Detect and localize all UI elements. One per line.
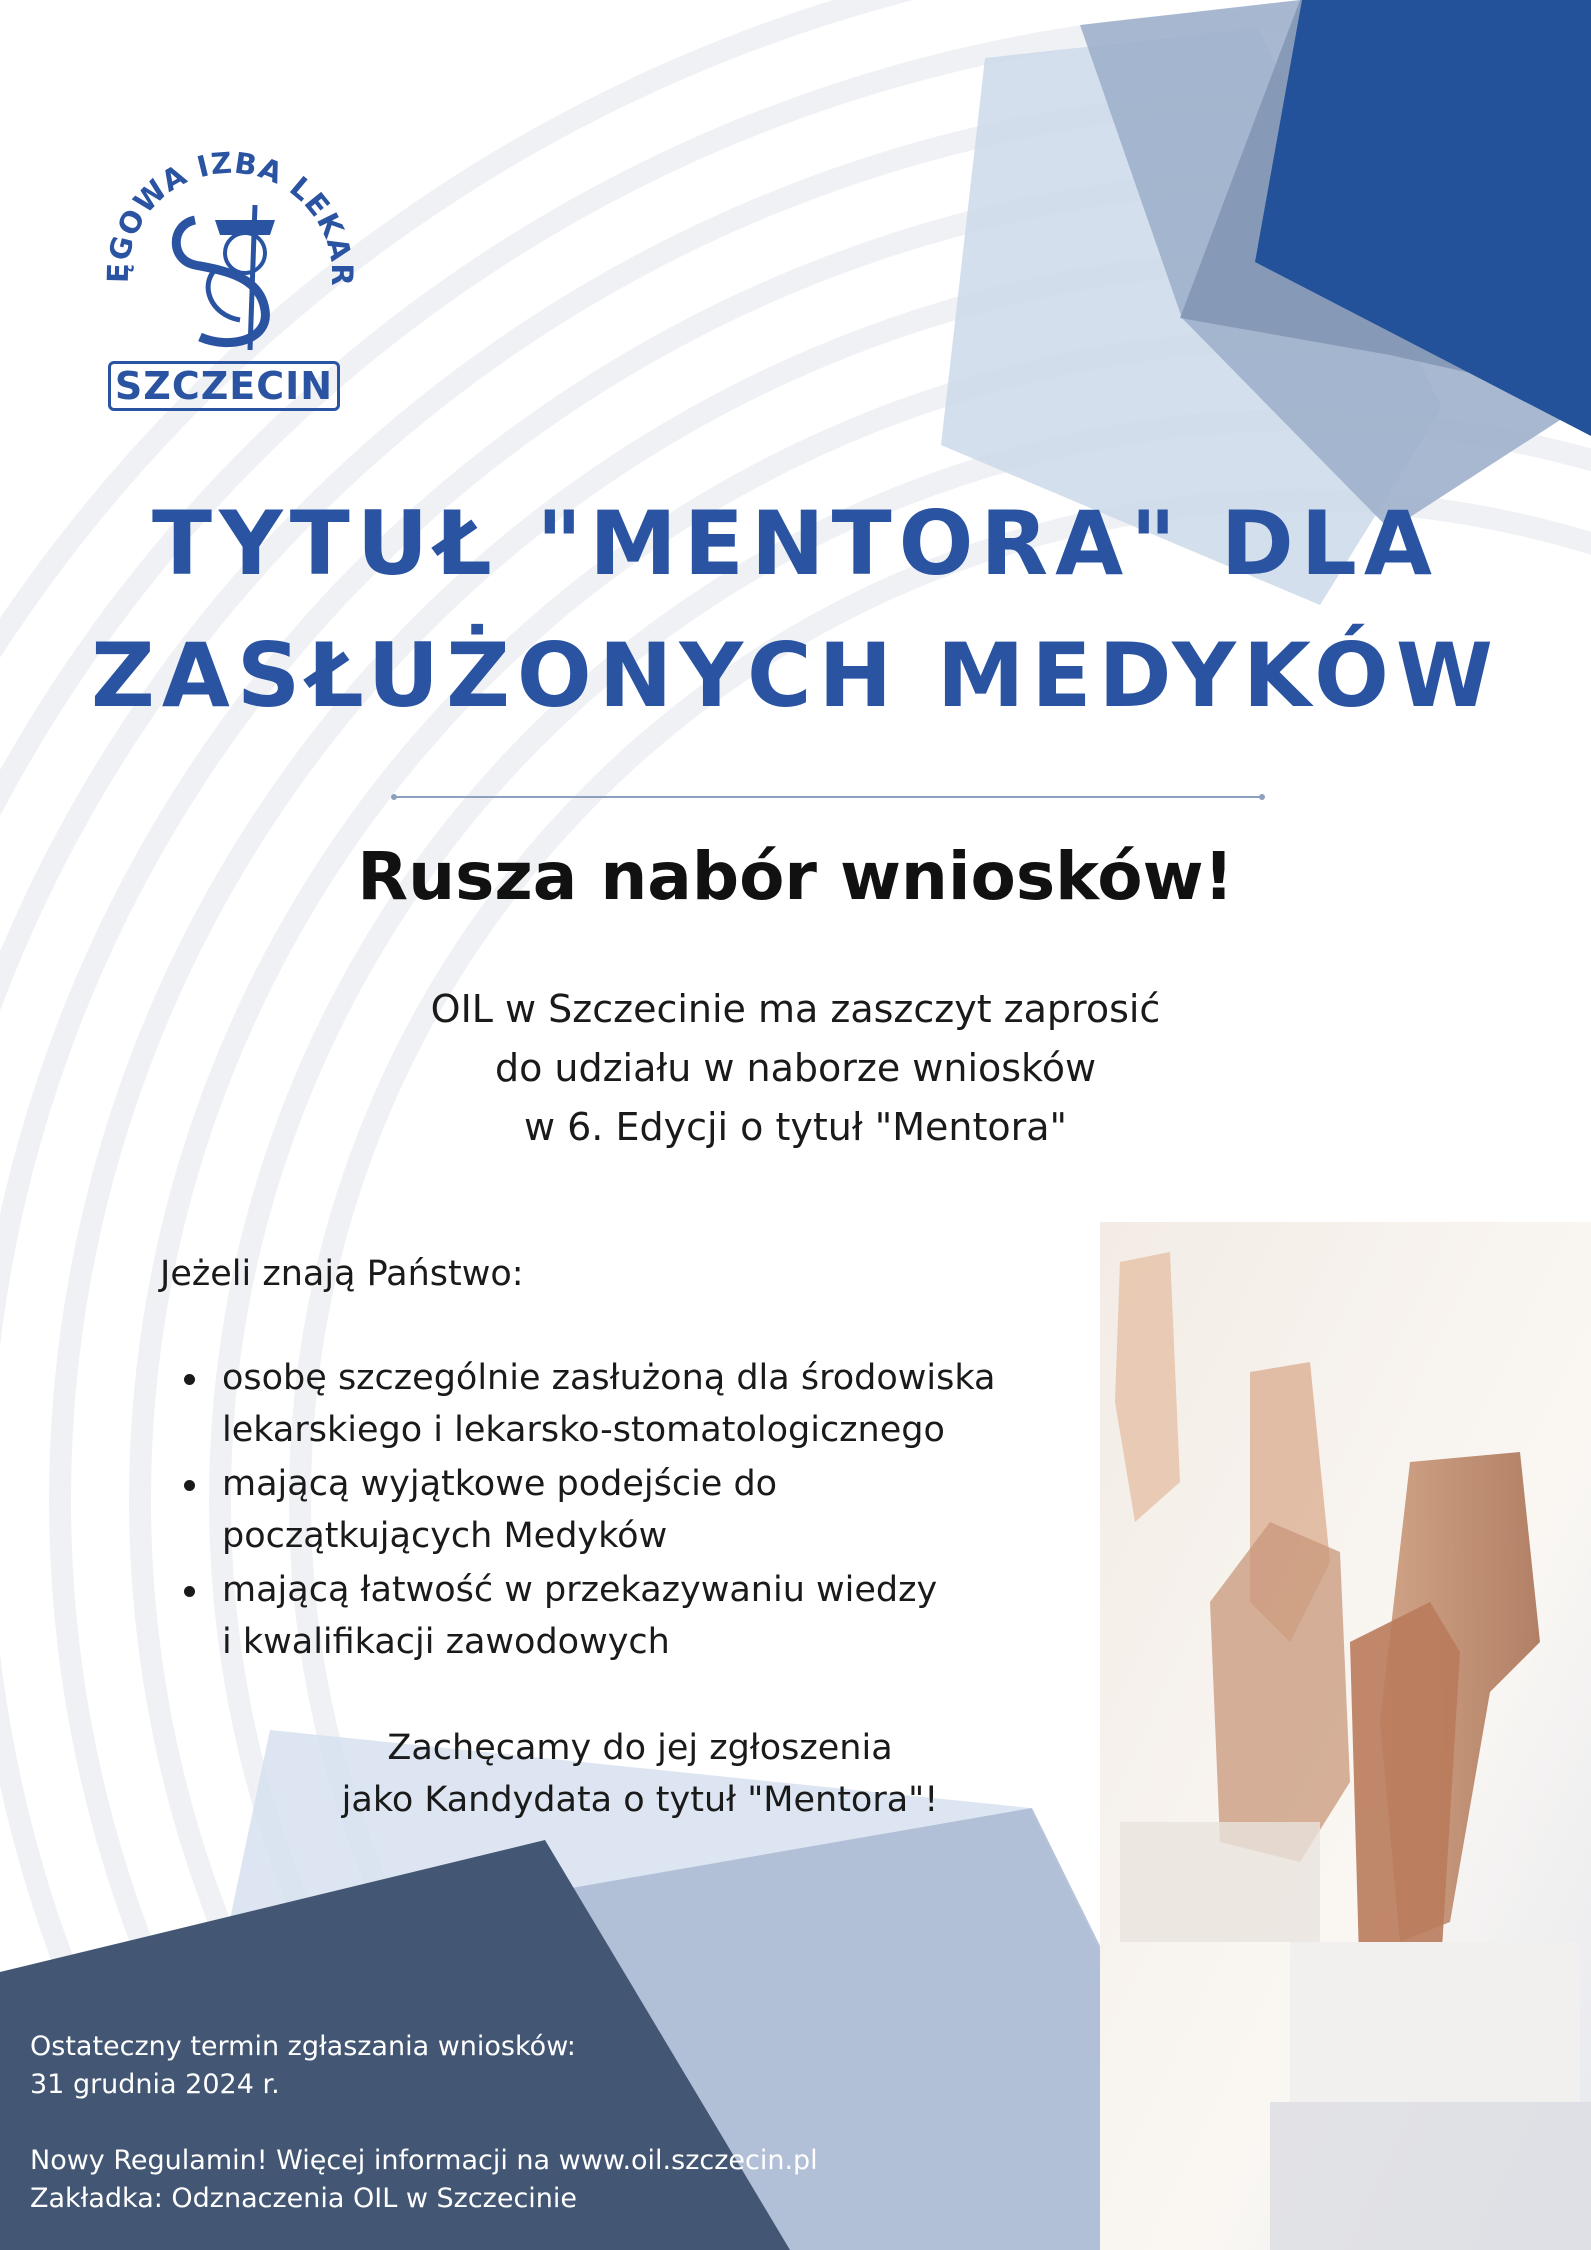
bullet-icon [184, 1586, 195, 1597]
list-item [184, 1352, 1104, 1456]
logo-arc-text: ĘGOWA IZBA LEKAR [100, 145, 360, 287]
list-item [184, 1458, 1104, 1562]
bullet-icon [184, 1374, 195, 1385]
list-item-text: mającą łatwość w przekazywaniu wiedzy [222, 1570, 938, 1610]
bullet-icon [184, 1480, 195, 1491]
deadline-date: 31 grudnia 2024 r. [30, 2069, 280, 2100]
intro-line: do udziału w naborze wniosków [494, 1046, 1097, 1090]
closing-line: Zachęcamy do jej zgłoszenia [387, 1728, 893, 1768]
deadline-label: Ostateczny termin zgłaszania wniosków: [30, 2031, 576, 2062]
list-item [184, 1564, 1104, 1668]
list-item-text: lekarskiego i lekarsko-stomatologicznego [222, 1410, 945, 1450]
closing-line: jako Kandydata o tytuł "Mentora"! [341, 1780, 939, 1820]
title-line-2: ZASŁUŻONYCH MEDYKÓW [91, 624, 1500, 727]
list-item-text: mającą wyjątkowe podejście do [222, 1464, 778, 1504]
oil-szczecin-logo [100, 125, 360, 435]
title-divider [390, 794, 1266, 800]
page-title [60, 478, 1531, 742]
lead-text: Jeżeli znają Państwo: [160, 1254, 524, 1294]
logo-emblem [100, 125, 360, 365]
intro-line: w 6. Edycji o tytuł "Mentora" [523, 1105, 1068, 1149]
closing-paragraph [0, 1722, 1280, 1826]
logo-city-label: SZCZECIN [108, 361, 340, 411]
list-item-text: osobę szczególnie zasłużoną dla środowiska [222, 1358, 996, 1398]
criteria-list [184, 1352, 1104, 1670]
list-item-text: początkujących Medyków [222, 1516, 668, 1556]
subtitle: Rusza nabór wniosków! [357, 838, 1234, 915]
title-line-1: TYTUŁ "MENTORA" DLA [152, 492, 1439, 595]
regulation-info: Nowy Regulamin! Więcej informacji na www.oil.szczecin.pl [30, 2145, 818, 2176]
intro-paragraph [0, 980, 1591, 1157]
website-tab-info: Zakładka: Odznaczenia OIL w Szczecinie [30, 2183, 578, 2214]
list-item-text: i kwalifikacji zawodowych [222, 1622, 670, 1662]
intro-line: OIL w Szczecinie ma zaszczyt zaprosić [430, 987, 1161, 1031]
